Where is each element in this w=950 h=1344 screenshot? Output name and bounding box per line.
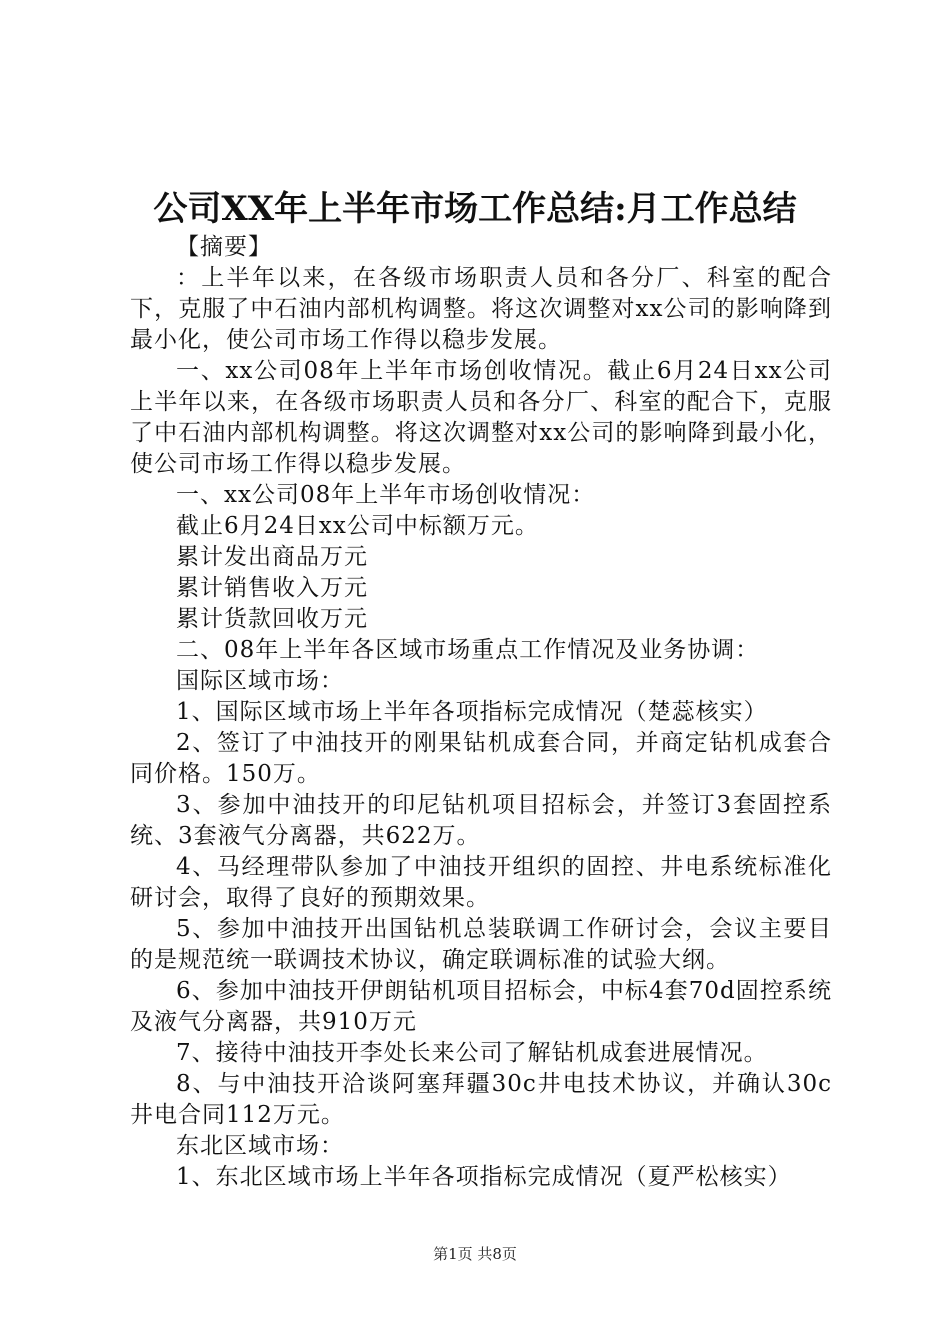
page-footer: 第1页 共8页 — [433, 1245, 517, 1263]
list-item: 1、东北区域市场上半年各项指标完成情况（夏严松核实） — [176, 1164, 792, 1190]
list-item: 8、与中油技开洽谈阿塞拜疆30c井电技术协议，并确认30c井电合同112万元。 — [130, 1071, 832, 1128]
subsection-heading: 东北区域市场： — [176, 1133, 344, 1159]
section-heading: 一、xx公司08年上半年市场创收情况： — [176, 482, 596, 508]
paragraph: 累计货款回收万元 — [176, 606, 368, 632]
paragraph: 截止6月24日xx公司中标额万元。 — [176, 513, 539, 539]
paragraph: 一、xx公司08年上半年市场创收情况。截止6月24日xx公司上半年以来，在各级市场职责人员和各分厂、科室的配合下，克服了中石油内部机构调整。将这次调整对xx公司的影响降到最小化，使公司市场工作得以稳步发展。 — [130, 358, 832, 477]
list-item: 5、参加中油技开出国钻机总装联调工作研讨会，会议主要目的是规范统一联调技术协议，确定联调标准的试验大纲。 — [130, 916, 832, 973]
document-title: 公司XX年上半年市场工作总结:月工作总结 — [153, 189, 797, 229]
list-item: 2、签订了中油技开的刚果钻机成套合同，并商定钻机成套合同价格。150万。 — [130, 730, 832, 787]
subsection-heading: 国际区域市场： — [176, 668, 344, 694]
paragraph: 累计销售收入万元 — [176, 575, 368, 601]
list-item: 7、接待中油技开李处长来公司了解钻机成套进展情况。 — [176, 1040, 768, 1066]
list-item: 4、马经理带队参加了中油技开组织的固控、井电系统标准化研讨会，取得了良好的预期效果。 — [130, 854, 832, 911]
list-item: 6、参加中油技开伊朗钻机项目招标会，中标4套70d固控系统及液气分离器，共910万元 — [130, 978, 832, 1035]
section-heading: 二、08年上半年各区域市场重点工作情况及业务协调： — [176, 637, 760, 663]
document-body — [130, 232, 832, 1193]
paragraph: ：上半年以来，在各级市场职责人员和各分厂、科室的配合下，克服了中石油内部机构调整。将这次调整对xx公司的影响降到最小化，使公司市场工作得以稳步发展。 — [130, 265, 832, 353]
list-item: 1、国际区域市场上半年各项指标完成情况（楚蕊核实） — [176, 699, 768, 725]
abstract-heading: 【摘要】 — [176, 234, 272, 260]
list-item: 3、参加中油技开的印尼钻机项目招标会，并签订3套固控系统、3套液气分离器，共622万。 — [130, 792, 832, 849]
paragraph: 累计发出商品万元 — [176, 544, 368, 570]
